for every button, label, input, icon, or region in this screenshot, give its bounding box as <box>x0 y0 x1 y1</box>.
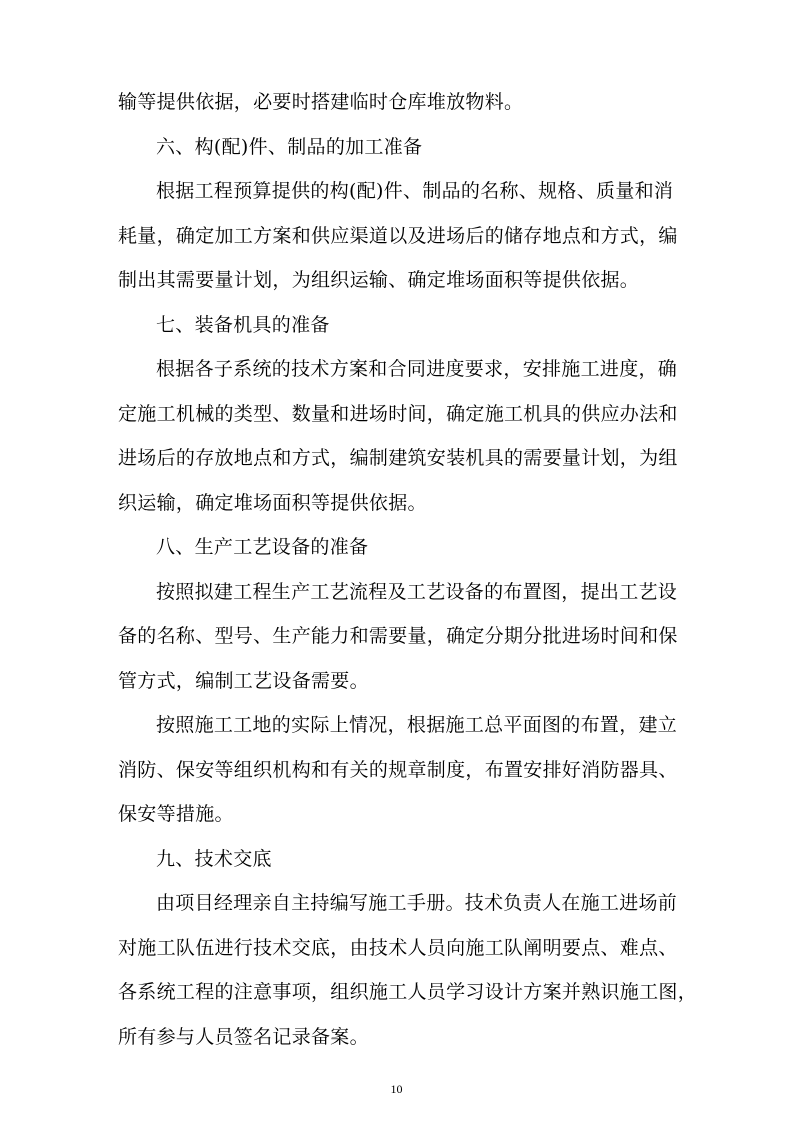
paragraph-line: 按照拟建工程生产工艺流程及工艺设备的布置图，提出工艺设 <box>156 580 678 603</box>
body-text <box>118 88 698 1067</box>
text-line: 耗量，确定加工方案和供应渠道以及进场后的储存地点和方式，编 <box>118 224 678 247</box>
text-line: 所有参与人员签名记录备案。 <box>118 1025 369 1048</box>
text-line: 备的名称、型号、生产能力和需要量，确定分期分批进场时间和保 <box>118 625 678 647</box>
section-heading: 九、技术交底 <box>156 847 272 870</box>
text-line: 各系统工程的注意事项，组织施工人员学习设计方案并熟识施工图， <box>118 981 698 1003</box>
text-line: 消防、保安等组织机构和有关的规章制度，布置安排好消防器具、 <box>118 758 678 781</box>
text-line: 管方式，编制工艺设备需要。 <box>118 669 369 692</box>
text-line: 输等提供依据，必要时搭建临时仓库堆放物料。 <box>118 91 524 113</box>
section-heading: 七、装备机具的准备 <box>156 313 330 336</box>
paragraph-line: 由项目经理亲自主持编写施工手册。技术负责人在施工进场前 <box>156 892 678 914</box>
section-heading: 六、构(配)件、制品的加工准备 <box>156 135 423 158</box>
text-line: 织运输，确定堆场面积等提供依据。 <box>118 491 427 514</box>
paragraph-line: 根据工程预算提供的构(配)件、制品的名称、规格、质量和消 <box>156 180 674 202</box>
text-line: 保安等措施。 <box>118 803 234 825</box>
section-heading: 八、生产工艺设备的准备 <box>156 536 369 558</box>
text-line: 对施工队伍进行技术交底，由技术人员向施工队阐明要点、难点、 <box>118 936 678 959</box>
paragraph-line: 按照施工工地的实际上情况，根据施工总平面图的布置，建立 <box>156 714 678 736</box>
text-line: 定施工机械的类型、数量和进场时间，确定施工机具的供应办法和 <box>118 402 678 425</box>
page-number: 10 <box>390 1082 403 1096</box>
paragraph-line: 根据各子系统的技术方案和合同进度要求，安排施工进度，确 <box>156 358 678 380</box>
text-line: 制出其需要量计划，为组织运输、确定堆场面积等提供依据。 <box>118 269 640 291</box>
text-line: 进场后的存放地点和方式，编制建筑安装机具的需要量计划，为组 <box>118 447 678 469</box>
